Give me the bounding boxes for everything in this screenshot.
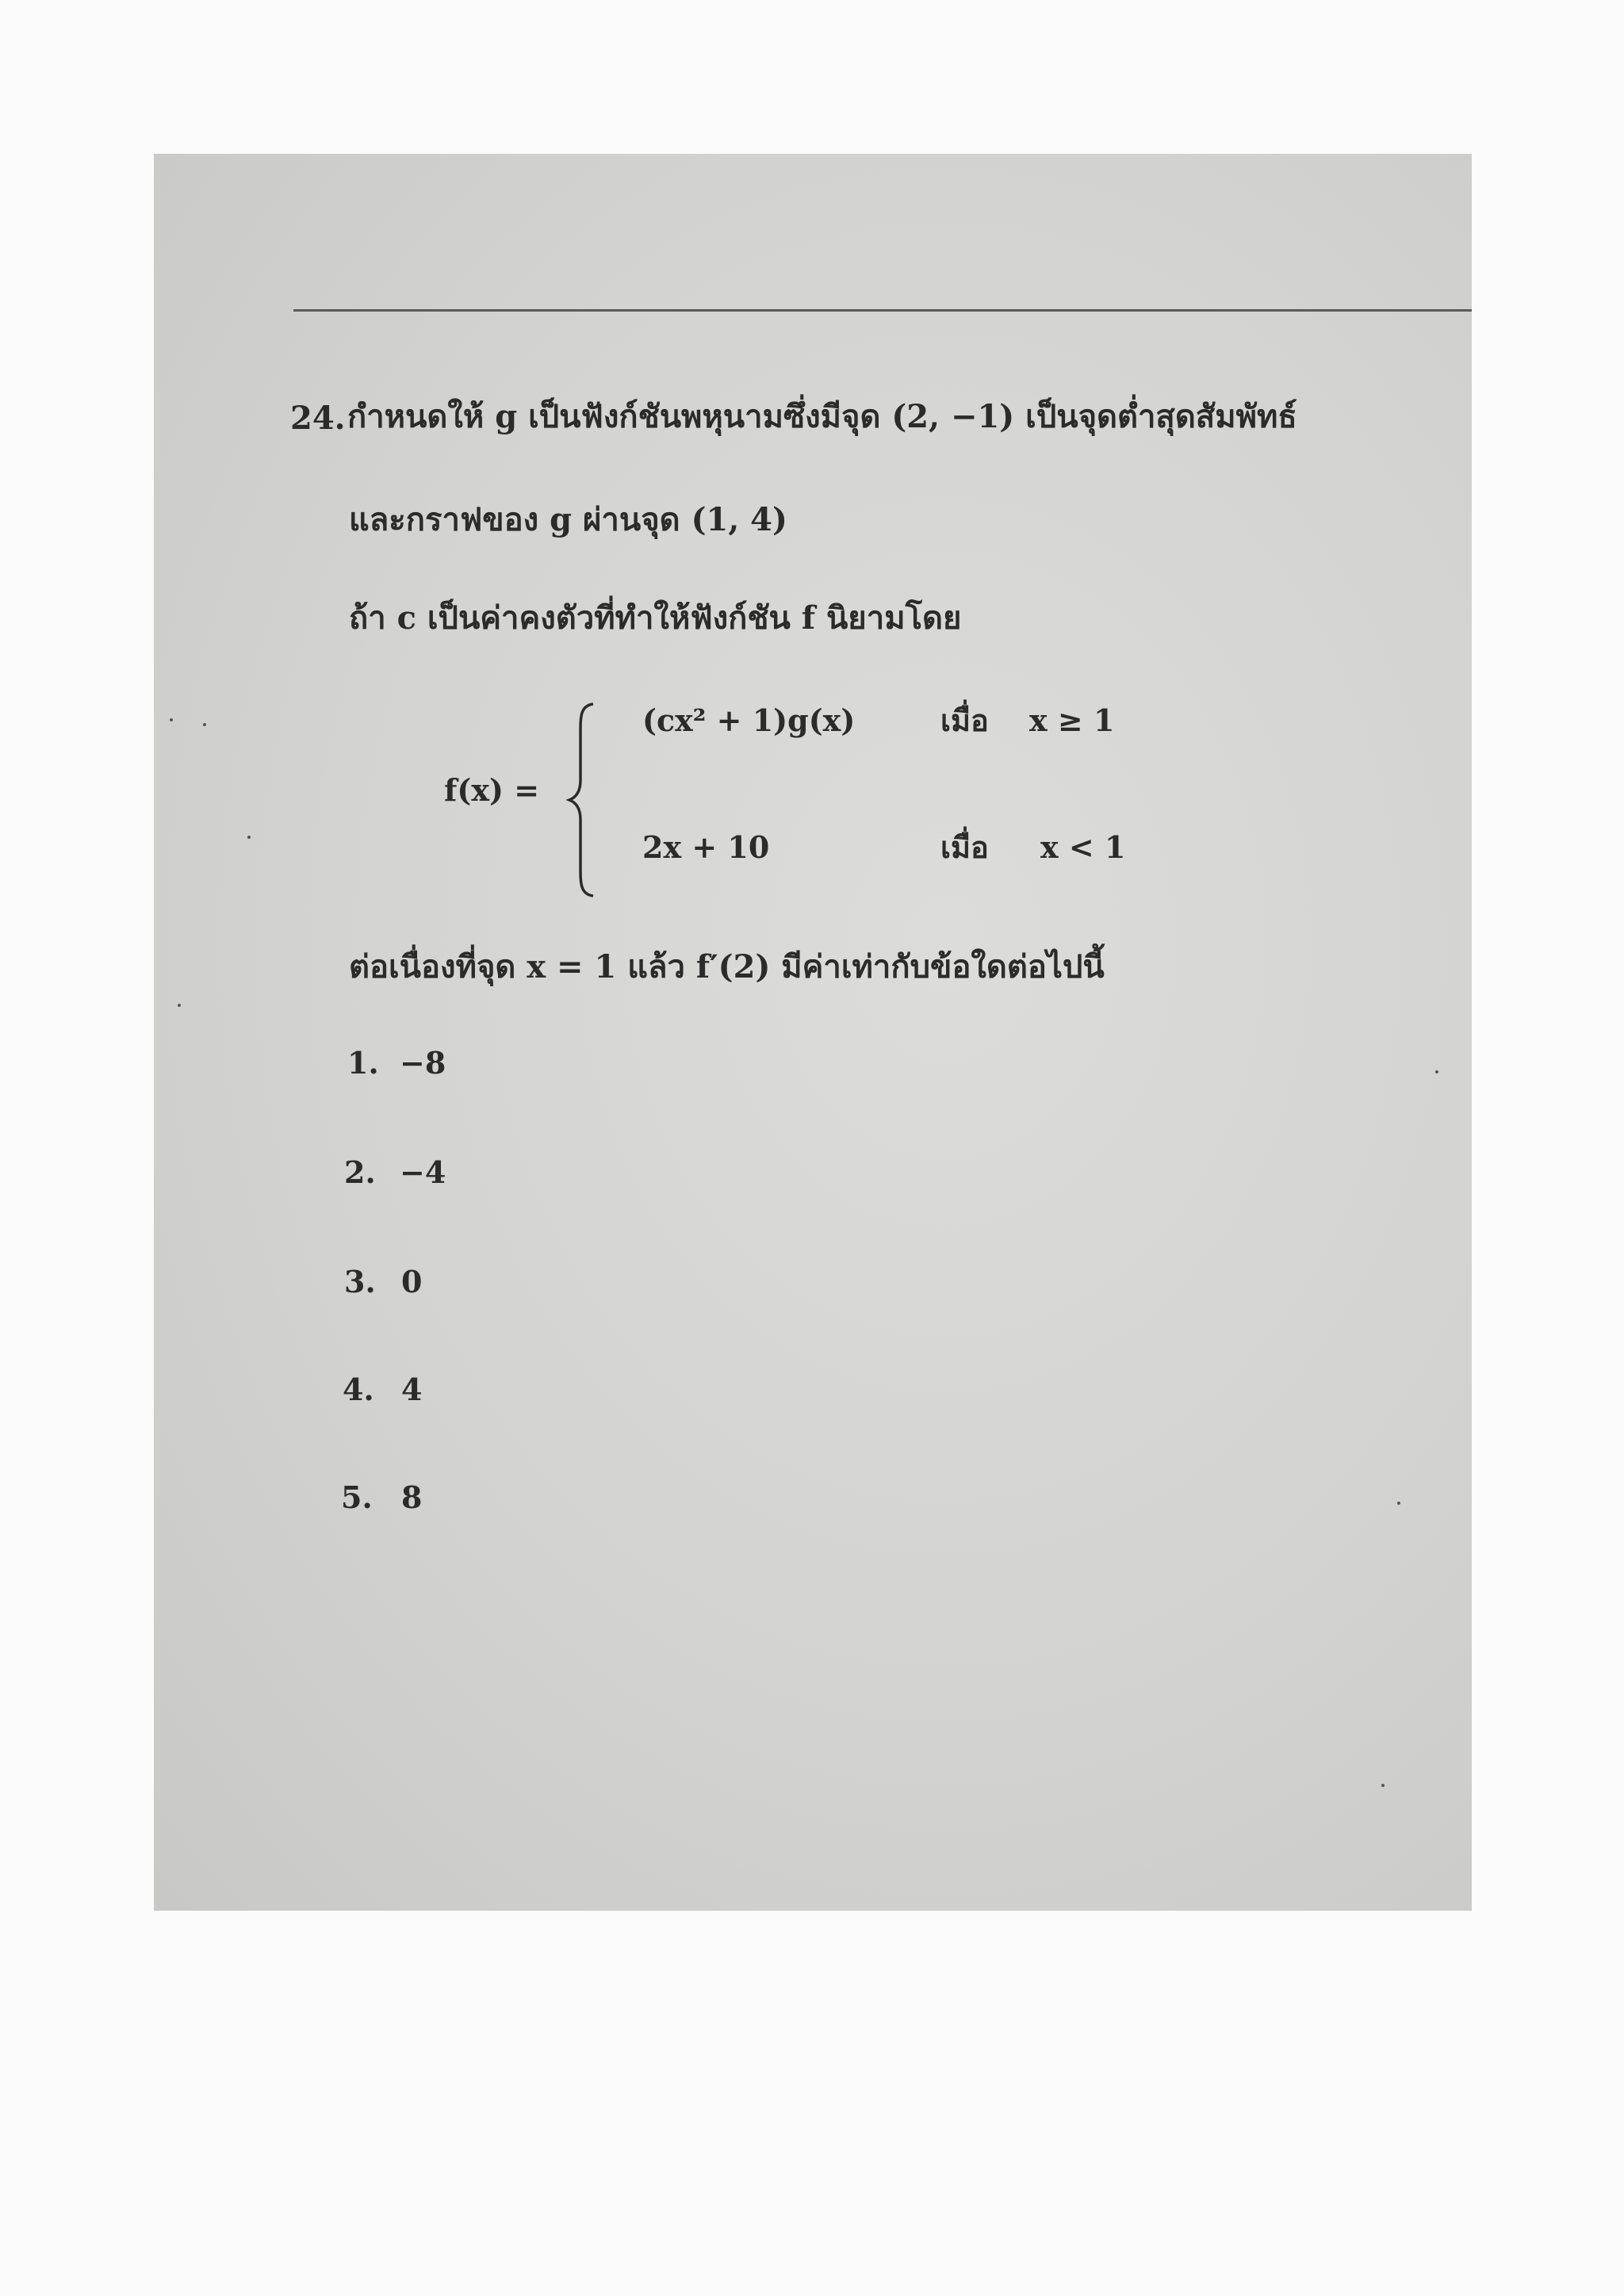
left-brace [566, 701, 598, 899]
paper-speck [1381, 1784, 1385, 1787]
paper-speck [1397, 1502, 1400, 1505]
choice-4-value: 4 [401, 1372, 423, 1407]
choice-5-value: 8 [401, 1479, 423, 1515]
choice-3-number: 3. [344, 1264, 376, 1299]
choice-2-number: 2. [344, 1154, 376, 1190]
question-number: 24. [290, 400, 346, 437]
piecewise-label: f(x) = [444, 772, 540, 808]
paper-speck [170, 718, 173, 721]
paper-speck [247, 836, 251, 839]
paper-speck [203, 723, 206, 726]
case-1-expression: (cx² + 1)g(x) [642, 702, 856, 738]
top-rule [293, 309, 1472, 312]
choice-1-value: −8 [400, 1045, 446, 1081]
question-line-3: ถ้า c เป็นค่าคงตัวที่ทำให้ฟังก์ชัน f นิยามโดย [349, 599, 962, 637]
choice-2-value: −4 [400, 1154, 446, 1190]
choice-1-number: 1. [347, 1045, 379, 1081]
choice-4-number: 4. [343, 1372, 374, 1407]
case-1-condition: x ≥ 1 [1029, 702, 1115, 738]
paper-speck [1435, 1070, 1438, 1073]
paper-speck [178, 1004, 181, 1007]
photographed-page [154, 154, 1472, 1911]
case-2-expression: 2x + 10 [642, 829, 770, 865]
choice-3-value: 0 [401, 1264, 423, 1299]
case-2-when: เมื่อ [940, 829, 989, 865]
question-line-1: กำหนดให้ g เป็นฟังก์ชันพหุนามซึ่งมีจุด (2, −1) เป็นจุดต่ำสุดสัมพัทธ์ [347, 398, 1297, 435]
case-1-when: เมื่อ [940, 702, 989, 738]
choice-5-number: 5. [341, 1479, 373, 1515]
case-2-condition: x < 1 [1040, 829, 1126, 865]
question-line-4: ต่อเนื่องที่จุด x = 1 แล้ว f′(2) มีค่าเท่ากับข้อใดต่อไปนี้ [349, 948, 1105, 985]
question-line-2: และกราฟของ g ผ่านจุด (1, 4) [349, 501, 787, 538]
